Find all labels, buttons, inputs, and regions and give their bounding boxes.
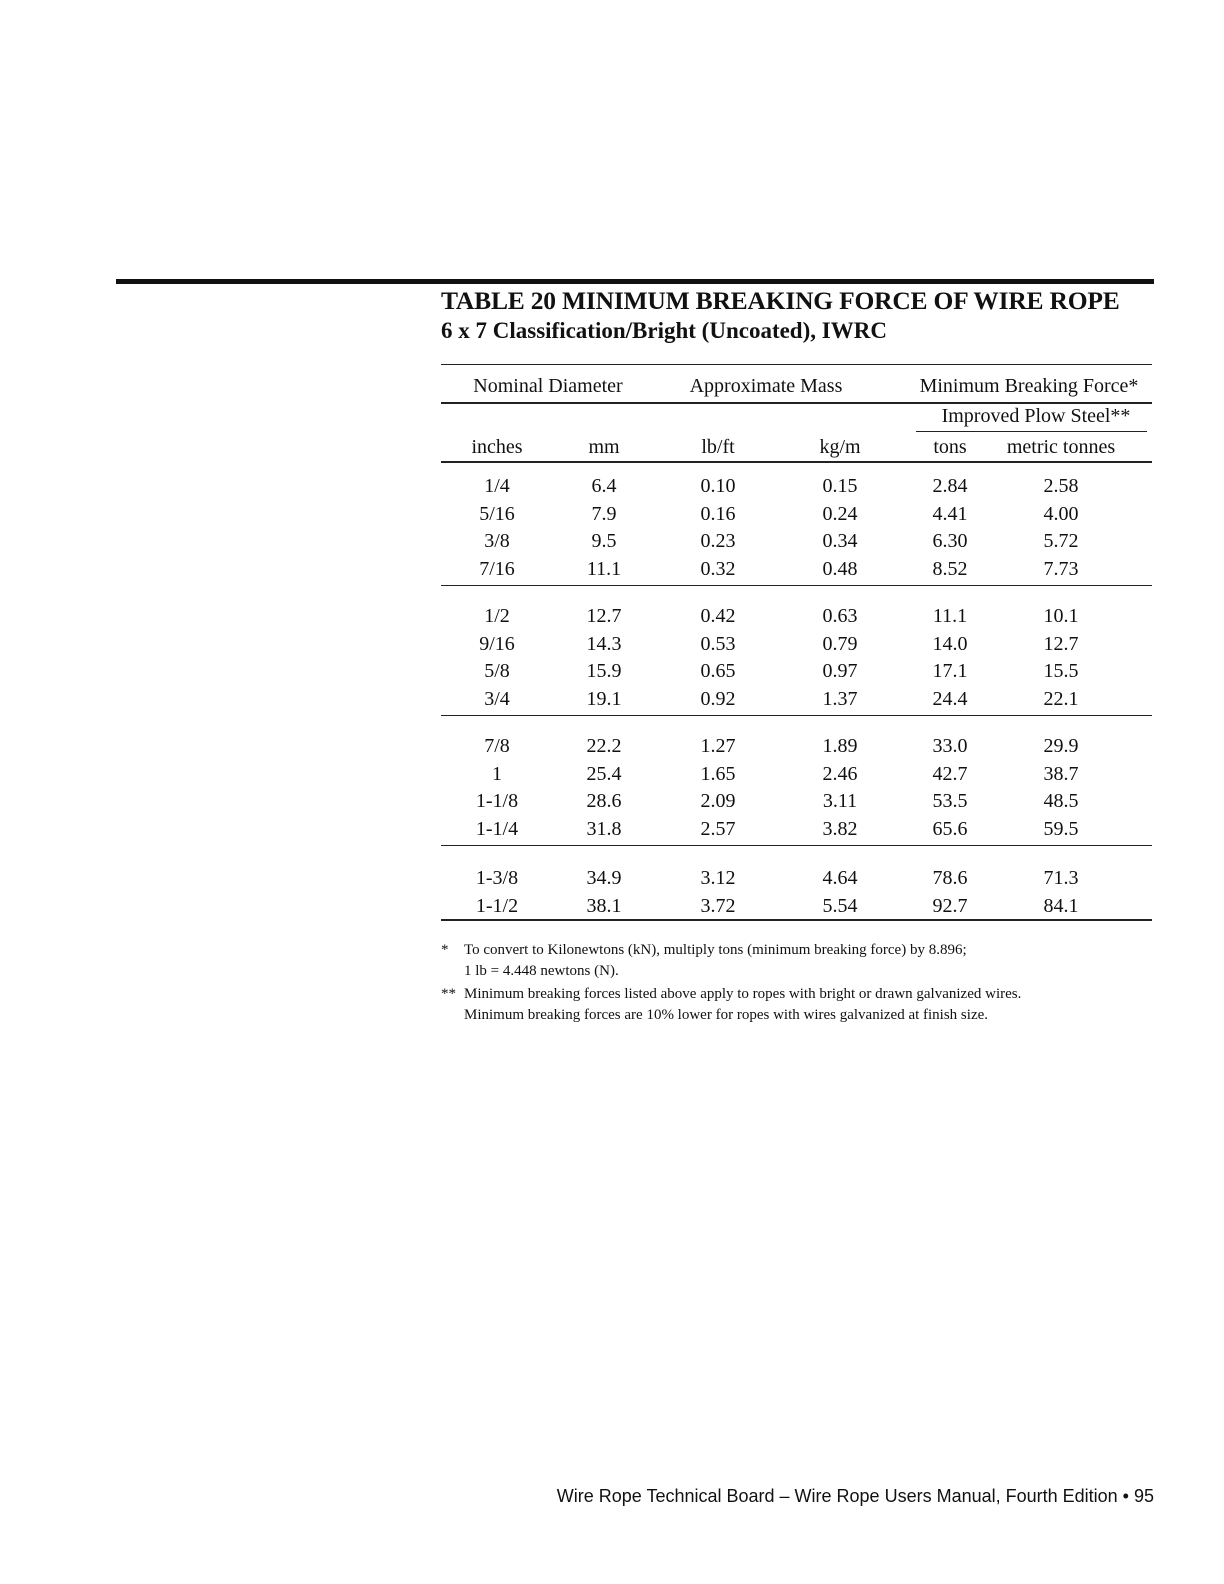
table-cell: 11.1 (586, 557, 622, 580)
table-cell: 24.4 (932, 687, 968, 710)
table-cell: 0.53 (700, 632, 736, 655)
table-subtitle: 6 x 7 Classification/Bright (Uncoated), IWRC (441, 318, 887, 343)
table-cell: 42.7 (932, 762, 968, 785)
table-cell: 92.7 (932, 894, 968, 917)
table-cell: 12.7 (586, 605, 622, 627)
table-cell: 0.24 (822, 502, 858, 525)
table-cell: 7.9 (591, 502, 617, 525)
footnote-1-continuation: 1 lb = 4.448 newtons (N). (464, 963, 619, 979)
table-cell: 17.1 (932, 660, 968, 682)
table-cell: 1-1/8 (475, 790, 519, 812)
table-cell: 0.42 (700, 605, 736, 627)
table-cell: 29.9 (1043, 735, 1079, 757)
table-cell: 0.92 (700, 687, 736, 710)
table-cell: 1-3/8 (475, 867, 519, 889)
table-cell: 1-1/4 (475, 817, 519, 840)
table-cell: 4.64 (822, 867, 858, 889)
table-cell: 0.15 (822, 475, 858, 497)
table-cell: 53.5 (932, 790, 968, 812)
table-cell: 22.2 (586, 735, 622, 757)
table-cell: 3/4 (484, 687, 510, 710)
table-cell: 3.12 (700, 867, 736, 889)
table-cell: 0.48 (822, 557, 858, 580)
table-cell: 7/8 (484, 735, 510, 757)
improved-plow-steel-header: Improved Plow Steel** (941, 405, 1131, 427)
table-cell: 0.34 (822, 530, 858, 552)
improved-plow-steel-rule (916, 431, 1147, 432)
table-cell: 0.23 (700, 530, 736, 552)
table-cell: 14.3 (586, 632, 622, 655)
table-cell: 0.79 (822, 632, 858, 655)
table-cell: 38.7 (1043, 762, 1079, 785)
table-cell: 5.54 (822, 894, 858, 917)
table-cell: 28.6 (586, 790, 622, 812)
table-cell: 15.5 (1043, 660, 1079, 682)
group-divider-rule (441, 715, 1152, 716)
table-cell: 15.9 (586, 660, 622, 682)
table-cell: 6.4 (591, 475, 617, 497)
table-cell: 4.41 (932, 502, 968, 525)
table-cell: 3.82 (822, 817, 858, 840)
group-divider-rule (441, 585, 1152, 586)
table-cell: 0.16 (700, 502, 736, 525)
table-cell: 22.1 (1043, 687, 1079, 710)
table-cell: 2.46 (822, 762, 858, 785)
table-cell: 5/16 (479, 502, 515, 525)
table-cell: 34.9 (586, 867, 622, 889)
table-cell: 48.5 (1043, 790, 1079, 812)
table-cell: 6.30 (932, 530, 968, 552)
table-cell: 0.32 (700, 557, 736, 580)
column-header-metric-tonnes: metric tonnes (1006, 436, 1116, 458)
table-cell: 1 (492, 762, 502, 785)
table-cell: 9.5 (591, 530, 617, 552)
top-rule (116, 279, 1154, 284)
footnote-1-mark: * (441, 942, 449, 958)
table-cell: 1.89 (822, 735, 858, 757)
table-cell: 7/16 (479, 557, 515, 580)
footnote-1 (441, 940, 967, 960)
table-cell: 31.8 (586, 817, 622, 840)
table-cell: 2.84 (932, 475, 968, 497)
footnote-2 (441, 984, 1021, 1004)
table-cell: 14.0 (932, 632, 968, 655)
table-cell: 19.1 (586, 687, 622, 710)
table-cell: 71.3 (1043, 867, 1079, 889)
table-cell: 10.1 (1043, 605, 1079, 627)
table-cell: 3/8 (484, 530, 510, 552)
footnote-1-text: To convert to Kilonewtons (kN), multiply tons (minimum breaking force) by 8.896; (464, 942, 967, 958)
page-footer: Wire Rope Technical Board – Wire Rope Users Manual, Fourth Edition • 95 (556, 1486, 1154, 1506)
table-cell: 7.73 (1043, 557, 1079, 580)
column-header-mm: mm (588, 436, 620, 458)
group-divider-rule (441, 919, 1152, 921)
table-cell: 11.1 (932, 605, 968, 627)
table-cell: 59.5 (1043, 817, 1079, 840)
header-top-rule (441, 364, 1152, 365)
table-cell: 2.09 (700, 790, 736, 812)
table-title: TABLE 20 MINIMUM BREAKING FORCE OF WIRE ROPE (441, 286, 1120, 315)
column-header-kg-m: kg/m (819, 436, 861, 458)
table-cell: 3.72 (700, 894, 736, 917)
nominal-diameter-header: Nominal Diameter (473, 375, 623, 397)
table-cell: 1/4 (484, 475, 510, 497)
table-cell: 12.7 (1043, 632, 1079, 655)
minimum-breaking-force-header: Minimum Breaking Force* (919, 375, 1139, 397)
table-cell: 8.52 (932, 557, 968, 580)
header-bottom-rule (441, 461, 1152, 463)
column-header-tons: tons (933, 436, 967, 458)
footnote-2-mark: ** (441, 986, 456, 1002)
table-cell: 1/2 (484, 605, 510, 627)
approximate-mass-header: Approximate Mass (689, 375, 843, 397)
table-cell: 1-1/2 (475, 894, 519, 917)
table-cell: 5.72 (1043, 530, 1079, 552)
column-header-inches: inches (471, 436, 523, 458)
table-cell: 33.0 (932, 735, 968, 757)
table-cell: 25.4 (586, 762, 622, 785)
footnote-2-text: Minimum breaking forces listed above apply to ropes with bright or drawn galvanized wires. (464, 986, 1022, 1002)
table-cell: 5/8 (484, 660, 510, 682)
table-cell: 1.65 (700, 762, 736, 785)
table-cell: 0.63 (822, 605, 858, 627)
table-cell: 65.6 (932, 817, 968, 840)
table-cell: 2.58 (1043, 475, 1079, 497)
table-cell: 84.1 (1043, 894, 1079, 917)
column-header-lb-ft: lb/ft (701, 436, 735, 458)
group-divider-rule (441, 845, 1152, 846)
table-cell: 38.1 (586, 894, 622, 917)
table-cell: 0.10 (700, 475, 736, 497)
table-cell: 78.6 (932, 867, 968, 889)
table-cell: 4.00 (1043, 502, 1079, 525)
table-cell: 2.57 (700, 817, 736, 840)
table-cell: 1.27 (700, 735, 736, 757)
table-cell: 9/16 (479, 632, 515, 655)
table-cell: 0.97 (822, 660, 858, 682)
footnote-2-continuation: Minimum breaking forces are 10% lower for ropes with wires galvanized at finish size. (464, 1007, 989, 1023)
table-cell: 1.37 (822, 687, 858, 710)
table-cell: 0.65 (700, 660, 736, 682)
table-cell: 3.11 (822, 790, 858, 812)
